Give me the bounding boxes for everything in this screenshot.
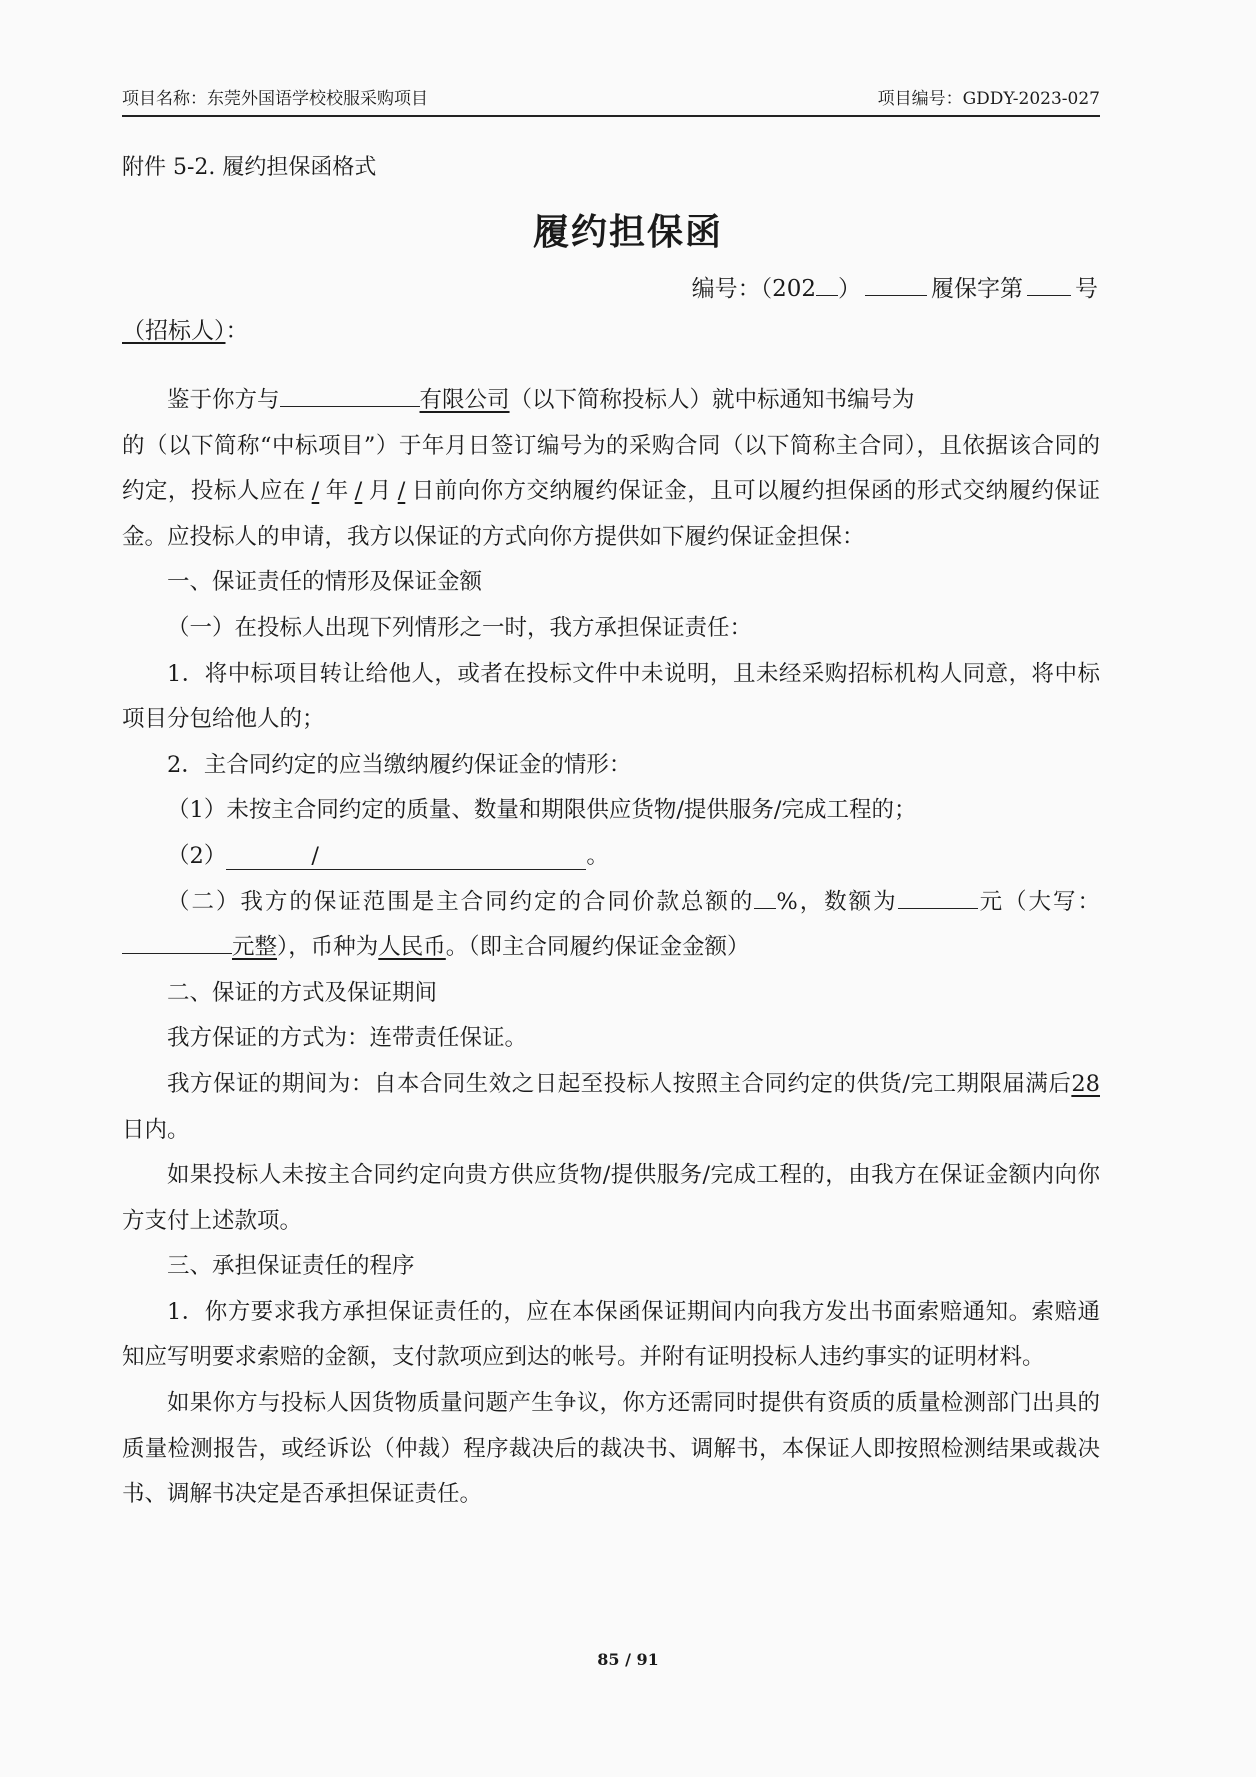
section-3-item-1: 1．你方要求我方承担保证责任的，应在本保函保证期间内向我方发出书面索赔通知。索赔通知应写明要求索赔的金额，支付款项应到达的帐号。并附有证明投标人违约事实的证明材料。 xyxy=(122,1298,1100,1371)
section-1-2: （二）我方的保证范围是主合同约定的合同价款总额的 %，数额为 元（大写：元整），币种为人民币。（即主合同履约保证金金额） xyxy=(122,880,1100,971)
paragraph-intro-cont: 的（以下简称“中标项目”）于年月日签订编号为的采购合同（以下简称主合同），且依据该合同的约定，投标人应在 / 年 / 月 / 日前向你方交纳履约保证金，且可以履约担保函的形式交纳履约保证金。应投标人的申请，我方以保证的方式向你方提供如下履约保证金担保： xyxy=(122,432,1100,550)
guarantee-number-line: 编号：（202 ） 履保字第 号 xyxy=(692,270,1098,303)
page-header xyxy=(122,84,1100,117)
section-1-1-item-2a: （1）未按主合同约定的质量、数量和期限供应货物/提供服务/完成工程的； xyxy=(167,797,917,824)
section-3-dispute: 如果你方与投标人因货物质量问题产生争议，你方还需同时提供有资质的质量检测部门出具的质量检测报告，或经诉讼（仲裁）程序裁决后的裁决书、调解书，本保证人即按照检测结果或裁决书、调解书决定是否承担保证责任。 xyxy=(122,1390,1100,1508)
section-1-1-item-2b: （2） / 。 xyxy=(167,842,609,869)
section-2-method: 我方保证的方式为：连带责任保证。 xyxy=(167,1025,528,1052)
attachment-label: 附件 5-2. 履约担保函格式 xyxy=(122,155,377,180)
section-1-1: （一）在投标人出现下列情形之一时，我方承担保证责任： xyxy=(167,614,753,641)
recipient: （招标人） xyxy=(122,318,226,344)
section-1-heading: 一、保证责任的情形及保证金额 xyxy=(167,569,483,596)
page-number: 85 / 91 xyxy=(597,1650,659,1669)
project-name: 项目名称：东莞外国语学校校服采购项目 xyxy=(122,89,428,109)
section-2-payment: 如果投标人未按主合同约定向贵方供应货物/提供服务/完成工程的，由我方在保证金额内向你方支付上述款项。 xyxy=(122,1162,1100,1234)
section-1-1-item-2: 2．主合同约定的应当缴纳履约保证金的情形： xyxy=(167,751,632,778)
section-2-period: 我方保证的期间为：自本合同生效之日起至投标人按照主合同约定的供货/完工期限届满后28日内。 xyxy=(122,1070,1100,1143)
document-body xyxy=(122,378,1100,1518)
document-title: 履约担保函 xyxy=(532,211,723,253)
section-1-1-item-1: 1．将中标项目转让给他人，或者在投标文件中未说明，且未经采购招标机构人同意，将中标项目分包给他人的； xyxy=(122,660,1100,733)
recipient-line: （招标人）： xyxy=(122,318,249,344)
project-number: 项目编号：GDDY-2023-027 xyxy=(877,89,1100,109)
paragraph-intro: 鉴于你方与 有限公司（以下简称投标人）就中标通知书编号为 xyxy=(122,378,1100,424)
section-2-heading: 二、保证的方式及保证期间 xyxy=(167,979,438,1006)
section-3-heading: 三、承担保证责任的程序 xyxy=(167,1253,415,1280)
